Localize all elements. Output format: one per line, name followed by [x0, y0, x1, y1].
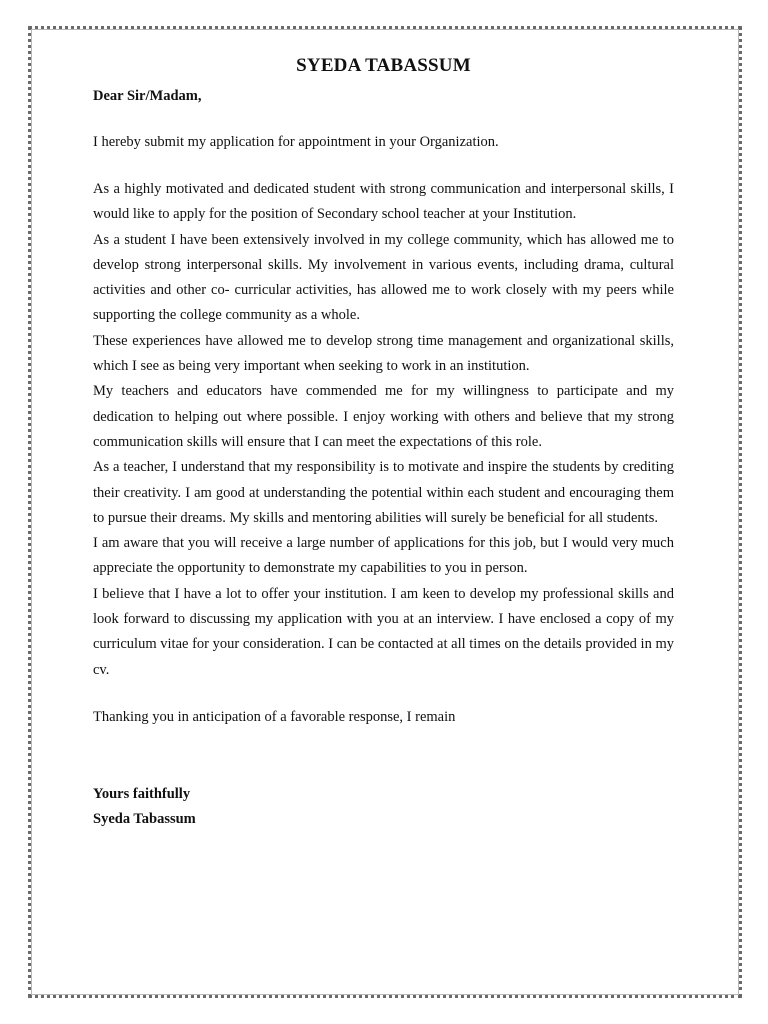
- closing-line: Thanking you in anticipation of a favorable response, I remain: [93, 708, 456, 725]
- body-paragraph: My teachers and educators have commended me for my willingness to participate and my dedication to helping out where possible. I enjoy working with others and believe that my strong communication skills will ensure that I can meet the expectations of this role.: [93, 383, 674, 450]
- body-paragraph: These experiences have allowed me to develop strong time management and organizational skills, which I see as being very important when seeking to work in an institution.: [93, 332, 674, 375]
- page-title: SYEDA TABASSUM: [296, 55, 471, 76]
- intro-paragraph: I hereby submit my application for appointment in your Organization.: [93, 134, 499, 150]
- signer-name: Syeda Tabassum: [93, 810, 196, 827]
- body-paragraph: I am aware that you will receive a large number of applications for this job, but I would very much appreciate the opportunity to demonstrate my capabilities to you in person.: [93, 535, 674, 577]
- body-paragraph: As a student I have been extensively involved in my college community, which has allowed me to develop strong interpersonal skills. My involvement in various events, including drama, cultural activities and other co- curricular activities, has allowed me to work closely with my peers while supporting the college community as a whole.: [93, 231, 674, 324]
- signoff: Yours faithfully: [93, 785, 191, 802]
- body-paragraph: I believe that I have a lot to offer your institution. I am keen to develop my professional skills and look forward to discussing my application with you at an interview. I have enclosed a copy of my curriculum vitae for your consideration. I can be contacted at all times on the details provided in my cv.: [93, 585, 674, 678]
- letter-body: [93, 54, 674, 832]
- salutation: Dear Sir/Madam,: [93, 88, 202, 104]
- body-paragraph: As a teacher, I understand that my responsibility is to motivate and inspire the students by crediting their creativity. I am good at understanding the potential within each student and encouraging them to pursue their dreams. My skills and mentoring abilities will surely be beneficial for all students.: [93, 459, 674, 526]
- body-paragraph: As a highly motivated and dedicated student with strong communication and interpersonal skills, I would like to apply for the position of Secondary school teacher at your Institution.: [93, 181, 674, 223]
